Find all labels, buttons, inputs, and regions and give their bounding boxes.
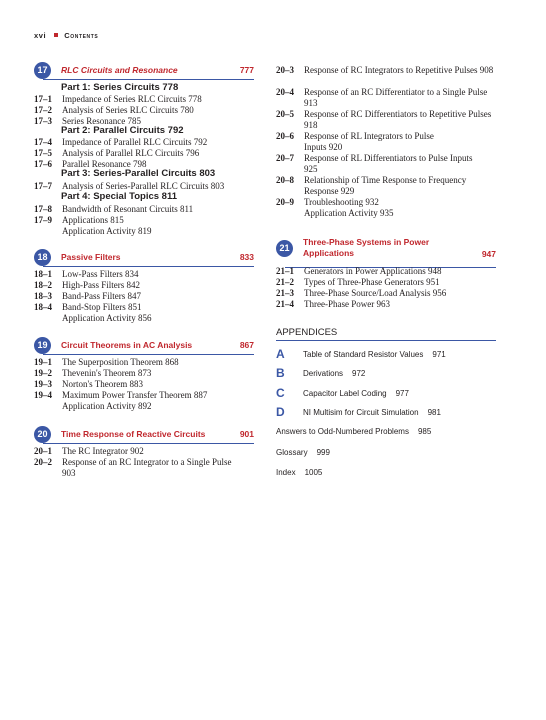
section-number: 20–5 <box>276 109 294 119</box>
chapter-number-badge: 21 <box>276 240 293 257</box>
section-number: 17–8 <box>34 204 52 214</box>
section-number: 17–3 <box>34 116 52 126</box>
section-number: 20–1 <box>34 446 52 456</box>
section-title: Norton's Theorem 883 <box>62 379 143 389</box>
back-matter-page: 1005 <box>304 468 323 477</box>
section-number: 20–6 <box>276 131 294 141</box>
chapter-17-heading[interactable] <box>34 62 254 80</box>
section-title: Impedance of Series RLC Circuits 778 <box>62 94 202 104</box>
part-heading: Part 3: Series-Parallel Circuits 803 <box>61 168 216 179</box>
back-matter-page: 999 <box>316 448 330 457</box>
chapter-page: 777 <box>239 65 254 75</box>
section-title: High-Pass Filters 842 <box>62 280 141 290</box>
chapter-title: Circuit Theorems in AC Analysis <box>61 340 193 350</box>
section-number: 18–2 <box>34 280 52 290</box>
section-title: Relationship of Time Response to Frequency Response 929 <box>304 175 467 196</box>
appendix-title: Capacitor Label Coding <box>303 389 387 398</box>
section-number: 17–1 <box>34 94 52 104</box>
section-title: Application Activity 892 <box>62 401 152 411</box>
section-title: The Superposition Theorem 868 <box>62 357 179 367</box>
section-number: 20–9 <box>276 197 294 207</box>
section-title: Applications 815 <box>62 215 124 225</box>
appendix-title: NI Multisim for Circuit Simulation <box>303 408 419 417</box>
chapter-rule <box>43 443 254 444</box>
back-matter-title: Glossary <box>276 448 308 457</box>
section-number: 19–3 <box>34 379 52 389</box>
part-heading: Part 2: Parallel Circuits 792 <box>61 125 184 136</box>
section-title: Impedance of Parallel RLC Circuits 792 <box>62 137 208 147</box>
section-number: 20–3 <box>276 65 294 75</box>
section-number: 17–5 <box>34 148 52 158</box>
section-number: 21–2 <box>276 277 294 287</box>
chapter-page: 901 <box>239 429 254 439</box>
appendix-letter: A <box>276 347 285 361</box>
section-number: 17–2 <box>34 105 52 115</box>
appendices-heading: APPENDICES <box>276 327 338 338</box>
appendices-rule <box>276 340 496 341</box>
header-bullet <box>54 33 58 37</box>
section-number: 19–1 <box>34 357 52 367</box>
section-title: Three-Phase Power 963 <box>304 299 390 309</box>
index-entry[interactable] <box>276 468 322 477</box>
section-number: 17–9 <box>34 215 52 225</box>
section-number: 18–4 <box>34 302 52 312</box>
section-number: 20–4 <box>276 87 294 97</box>
section-title: Analysis of Parallel RLC Circuits 796 <box>62 148 200 158</box>
section-title: Response of RL Differentiators to Pulse Inputs 925 <box>304 153 473 174</box>
chapter-number-badge: 17 <box>34 62 51 79</box>
section-title: Parallel Resonance 798 <box>62 159 147 169</box>
section-title: Band-Stop Filters 851 <box>62 302 142 312</box>
section-title: Thevenin's Theorem 873 <box>62 368 152 378</box>
section-number: 21–1 <box>276 266 294 276</box>
section-title: Series Resonance 785 <box>62 116 141 126</box>
appendix-letter: D <box>276 405 285 419</box>
section-number: 21–4 <box>276 299 294 309</box>
back-matter-title: Index <box>276 468 296 477</box>
answers-entry[interactable] <box>276 427 431 436</box>
chapter-page: 867 <box>239 340 254 350</box>
section-title: Application Activity 935 <box>304 208 394 218</box>
section-title: Maximum Power Transfer Theorem 887 <box>62 390 208 400</box>
section-title: Troubleshooting 932 <box>304 197 379 207</box>
page-roman-numeral: xvi <box>34 31 47 40</box>
chapter-page: 947 <box>481 249 496 259</box>
chapter-20-heading[interactable] <box>34 426 254 444</box>
section-title: Response of RC Differentiators to Repetitive Pulses 918 <box>304 109 492 130</box>
section-title: The RC Integrator 902 <box>62 446 144 456</box>
chapter-number-badge: 18 <box>34 249 51 266</box>
part-heading: Part 1: Series Circuits 778 <box>61 82 179 93</box>
chapter-rule <box>43 266 254 267</box>
chapter-rule <box>43 354 254 355</box>
section-number: 18–3 <box>34 291 52 301</box>
header-label: Contents <box>64 31 99 40</box>
back-matter-page: 985 <box>417 427 432 436</box>
section-title: Low-Pass Filters 834 <box>62 269 139 279</box>
section-title: Types of Three-Phase Generators 951 <box>304 277 440 287</box>
section-title: Bandwidth of Resonant Circuits 811 <box>62 204 194 214</box>
chapter-page: 833 <box>239 252 254 262</box>
section-title: Three-Phase Source/Load Analysis 956 <box>304 288 447 298</box>
appendix-letter: B <box>276 366 285 380</box>
section-number: 17–7 <box>34 181 52 191</box>
section-title: Response of RL Integrators to Pulse Inputs 920 <box>304 131 434 152</box>
section-number: 17–4 <box>34 137 52 147</box>
appendix-title: Derivations <box>303 369 344 378</box>
chapter-number-badge: 19 <box>34 337 51 354</box>
section-title: Response of an RC Differentiator to a Single Pulse 913 <box>304 87 488 108</box>
chapter-title: Three-Phase Systems in Power Applications <box>303 237 430 258</box>
chapter-rule <box>43 79 254 80</box>
appendix-page: 981 <box>427 408 441 417</box>
appendix-page: 972 <box>352 369 366 378</box>
chapter-title: Time Response of Reactive Circuits <box>61 429 206 439</box>
section-title: Application Activity 856 <box>62 313 152 323</box>
section-number: 20–7 <box>276 153 294 163</box>
back-matter-title: Answers to Odd-Numbered Problems <box>276 427 409 436</box>
section-title: Response of an RC Integrator to a Single Pulse 903 <box>62 457 232 478</box>
chapter-number-badge: 20 <box>34 426 51 443</box>
section-title: Analysis of Series-Parallel RLC Circuits 803 <box>62 181 225 191</box>
part-heading: Part 4: Special Topics 811 <box>61 191 177 202</box>
section-number: 21–3 <box>276 288 294 298</box>
section-number: 17–6 <box>34 159 52 169</box>
appendix-page: 971 <box>432 350 446 359</box>
section-number: 20–8 <box>276 175 294 185</box>
chapter-19-heading[interactable] <box>34 337 254 355</box>
section-title: Generators in Power Applications 948 <box>304 266 442 276</box>
section-number: 19–2 <box>34 368 52 378</box>
section-number: 18–1 <box>34 269 52 279</box>
chapter-title: RLC Circuits and Resonance <box>61 65 178 75</box>
appendix-page: 977 <box>395 389 409 398</box>
chapter-18-heading[interactable] <box>34 249 254 267</box>
chapter-title: Passive Filters <box>61 252 121 262</box>
appendix-letter: C <box>276 386 285 400</box>
glossary-entry[interactable] <box>276 448 330 457</box>
section-number: 20–2 <box>34 457 52 467</box>
section-title: Band-Pass Filters 847 <box>62 291 142 301</box>
chapter-21-heading[interactable] <box>276 238 496 268</box>
section-title: Analysis of Series RLC Circuits 780 <box>62 105 194 115</box>
running-header <box>34 31 98 40</box>
section-title: Application Activity 819 <box>62 226 152 236</box>
section-number: 19–4 <box>34 390 52 400</box>
section-title: Response of RC Integrators to Repetitive Pulses 908 <box>304 65 494 75</box>
appendix-title: Table of Standard Resistor Values <box>303 350 424 359</box>
